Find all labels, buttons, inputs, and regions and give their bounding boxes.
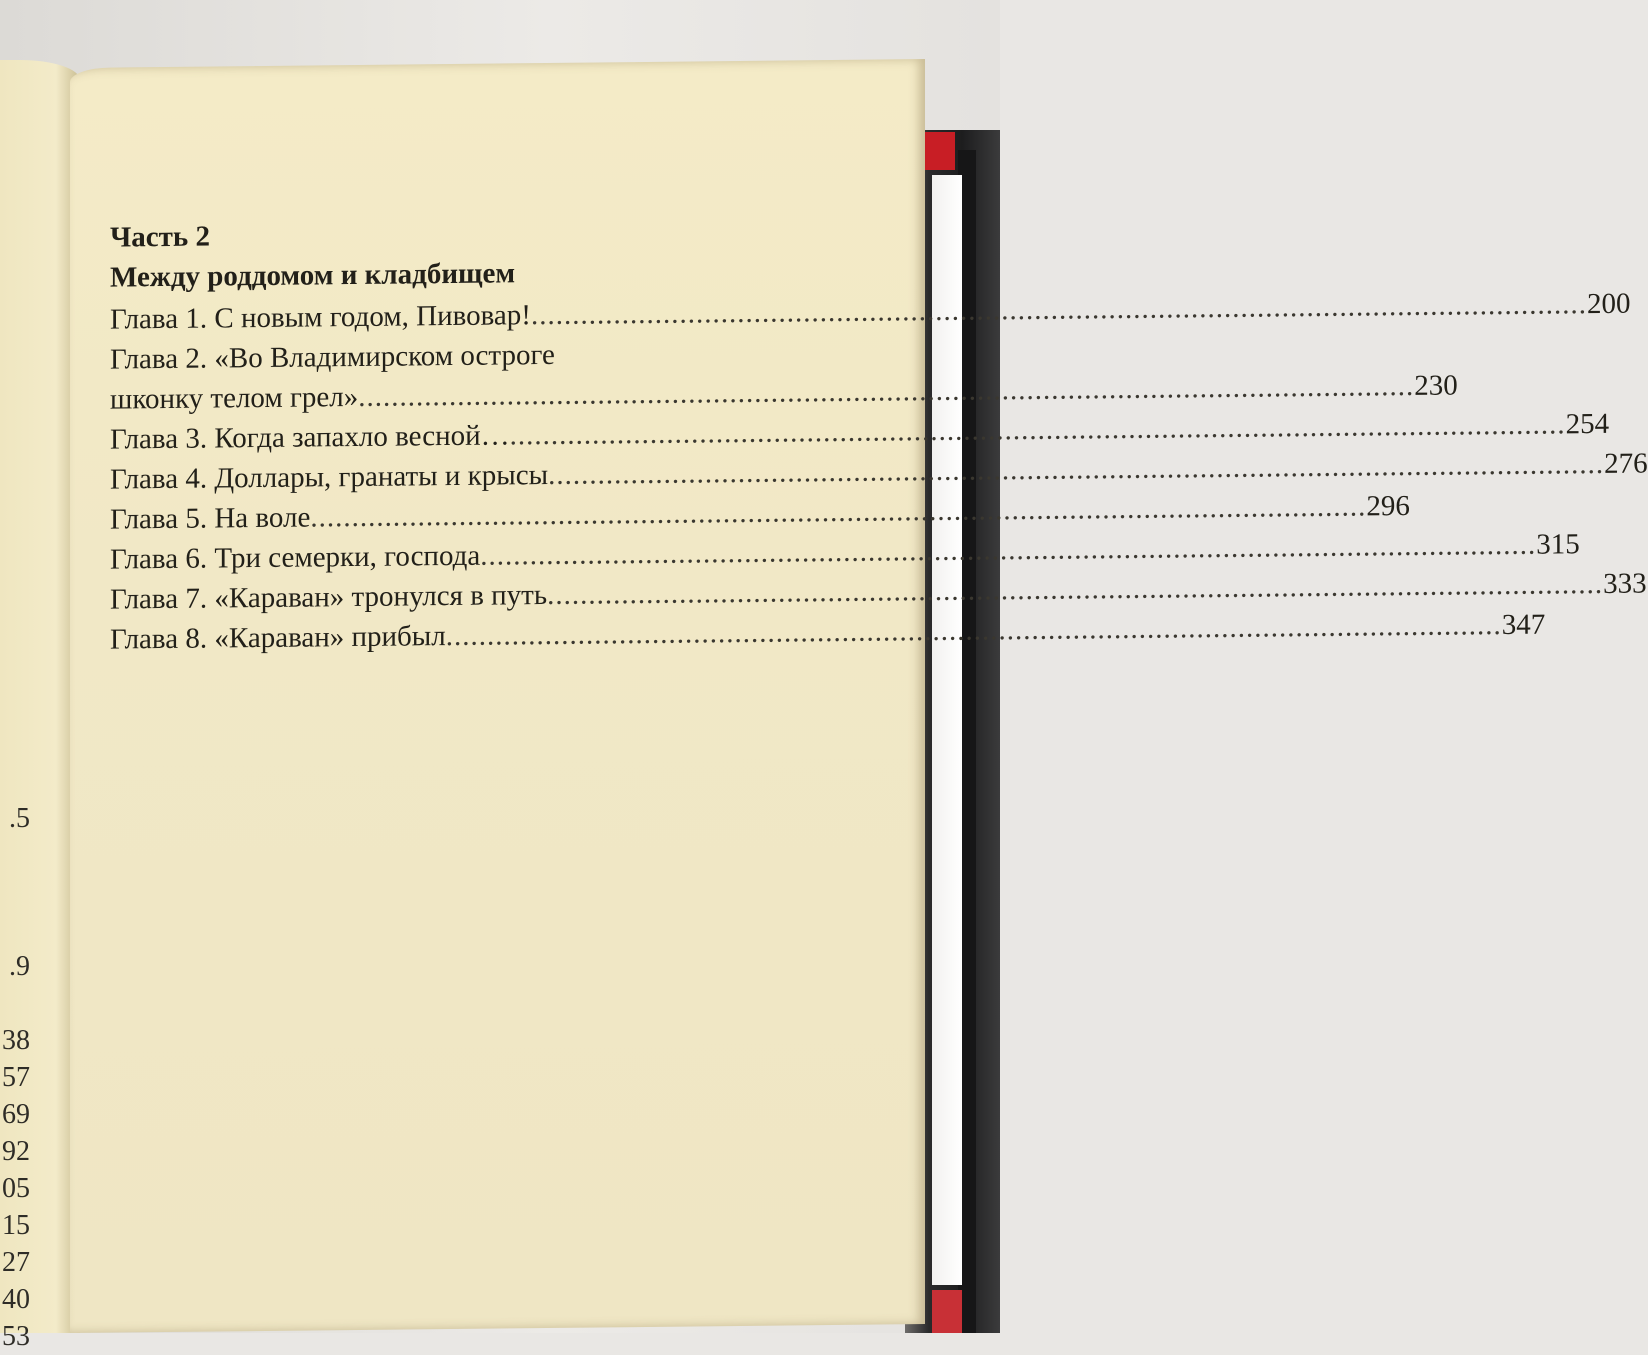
toc-entry-1: [110, 287, 1631, 340]
left-page: [0, 60, 80, 1352]
chapter-title-line1: Глава 2. «Во Владимирском остроге: [110, 338, 555, 376]
dot-leader: [531, 284, 1587, 335]
left-page-number: 57: [2, 1062, 30, 1093]
book-page: [70, 59, 1648, 1333]
table-of-contents: [110, 211, 1648, 660]
part-title: Часть 2: [110, 220, 210, 254]
left-page-number: 69: [2, 1099, 30, 1130]
chapter-page-number: 315: [1536, 528, 1580, 561]
chapter-title: Глава 8. «Караван» прибыл: [110, 620, 446, 656]
chapter-page-number: 296: [1366, 489, 1410, 523]
left-page-number: 40: [2, 1284, 30, 1315]
chapter-title: Глава 7. «Караван» тронулся в путь: [110, 579, 548, 616]
cover-white-band: [932, 175, 962, 1285]
toc-entry-5: [110, 489, 1410, 540]
chapter-title: Глава 4. Доллары, гранаты и крысы: [110, 458, 549, 496]
part-subtitle: Между роддомом и кладбищем: [110, 257, 516, 294]
chapter-title: Глава 6. Три семерки, господа: [110, 539, 481, 576]
chapter-page-number: 347: [1501, 608, 1546, 642]
chapter-page-number: 230: [1414, 369, 1458, 402]
left-page-number: [0, 837, 80, 874]
toc-entry-2: [110, 369, 1458, 420]
toc-entry-8: [110, 608, 1546, 660]
left-page-number: [0, 874, 80, 911]
chapter-title: Глава 3. Когда запахло весной…: [110, 419, 510, 456]
left-page-numbers: [0, 800, 80, 1355]
left-page-number: 05: [2, 1173, 30, 1204]
left-page-number: 92: [2, 1136, 30, 1167]
toc-entry-6: [110, 528, 1580, 580]
chapter-title: Глава 5. На воле: [110, 501, 311, 536]
toc-entry-4: [110, 447, 1648, 500]
chapter-page-number: 276: [1604, 447, 1648, 480]
left-page-number: .9: [9, 951, 30, 982]
toc-entry-7: [110, 567, 1647, 620]
left-page-number: 15: [2, 1210, 30, 1241]
left-page-number: [0, 985, 80, 1022]
chapter-page-number: 254: [1565, 407, 1610, 441]
left-page-number: 38: [2, 1025, 30, 1056]
chapter-title: Глава 1. С новым годом, Пивовар!: [110, 299, 531, 336]
chapter-title: шконку телом грел»: [110, 380, 359, 416]
left-page-number: .5: [9, 803, 30, 834]
toc-entry-3: [110, 407, 1610, 460]
chapter-page-number: 200: [1586, 287, 1631, 321]
left-page-number: 53: [2, 1321, 30, 1352]
cover-red-band-bottom: [932, 1290, 962, 1333]
chapter-page-number: 333: [1603, 567, 1647, 600]
left-page-number: 27: [2, 1247, 30, 1278]
left-page-number: [0, 911, 80, 948]
